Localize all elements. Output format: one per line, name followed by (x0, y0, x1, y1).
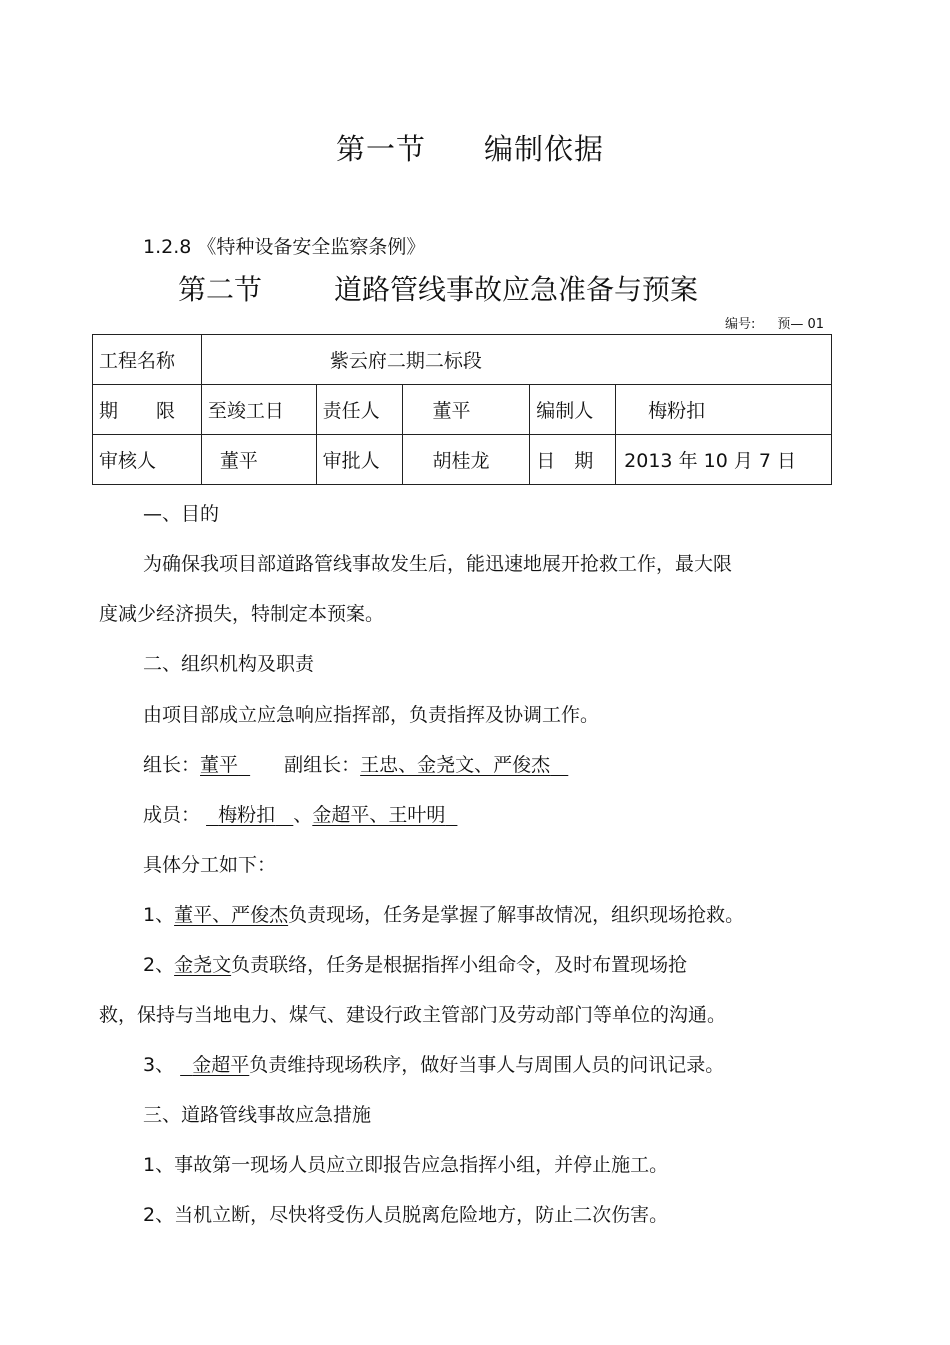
duty-2-number: 2、 (143, 954, 175, 976)
duty-2-text: 负责联络，任务是根据指挥小组命令，及时布置现场抢 (231, 954, 688, 976)
reviewer-value: 董平 (201, 435, 316, 485)
reference-line (143, 232, 425, 259)
duty-3-name: 金超平 (192, 1054, 250, 1076)
members-separator: 、 (293, 804, 313, 826)
project-name-value: 紫云府二期二标段 (201, 335, 831, 385)
duty-3 (143, 1050, 724, 1077)
heading-organization: 二、组织机构及职责 (143, 653, 315, 675)
members-line (143, 800, 457, 827)
table-row (93, 335, 832, 385)
measure-2: 2、当机立断，尽快将受伤人员脱离危险地方，防止二次伤害。 (143, 1204, 669, 1226)
author-label: 编制人 (530, 385, 616, 435)
project-name-label: 工程名称 (93, 335, 202, 385)
duty-2-line-2: 救，保持与当地电力、煤气、建设行政主管部门及劳动部门等单位的沟通。 (99, 1004, 727, 1026)
table-row (93, 435, 832, 485)
deputy-value: 王忠、金尧文、严俊杰 (360, 754, 551, 776)
date-value: 2013 年 10 月 7 日 (616, 435, 832, 485)
document-code-value: 预— 01 (777, 317, 825, 332)
duty-3-text: 负责维持现场秩序，做好当事人与周围人员的问讯记录。 (249, 1054, 725, 1076)
duty-1-text: 负责现场，任务是掌握了解事故情况，组织现场抢救。 (288, 904, 745, 926)
period-value: 至竣工日 (201, 385, 316, 435)
organization-text: 由项目部成立应急响应指挥部，负责指挥及协调工作。 (143, 704, 600, 726)
duty-1-name: 董平、严俊杰 (174, 904, 289, 926)
date-label: 日 期 (530, 435, 616, 485)
section1-title: 编制依据 (484, 132, 605, 166)
period-label: 期 限 (93, 385, 202, 435)
responsible-label: 责任人 (316, 385, 402, 435)
heading-purpose: —、目的 (143, 503, 220, 525)
deputy-label: 副组长： (284, 754, 361, 776)
document-code (725, 313, 824, 332)
members-label: 成员： (143, 804, 201, 826)
section1-heading (336, 127, 604, 168)
measure-1: 1、事故第一现场人员应立即报告应急指挥小组，并停止施工。 (143, 1154, 669, 1176)
leader-value: 董平 (200, 754, 239, 776)
project-info-table (92, 334, 832, 485)
leader-label: 组长： (143, 754, 201, 776)
section1-number: 第一节 (336, 132, 427, 166)
duty-1 (143, 900, 744, 927)
duty-2-name: 金尧文 (174, 954, 232, 976)
responsible-value: 董平 (402, 385, 530, 435)
section2-number: 第二节 (178, 273, 263, 306)
heading-measures: 三、道路管线事故应急措施 (143, 1104, 372, 1126)
members-value-a: 梅粉扣 (218, 804, 276, 826)
leaders-line (143, 750, 568, 777)
reference-number: 1.2.8 (143, 236, 192, 258)
approver-value: 胡桂龙 (402, 435, 530, 485)
duty-3-number: 3、 (143, 1054, 175, 1076)
section2-title: 道路管线事故应急准备与预案 (334, 273, 699, 306)
purpose-line-1: 为确保我项目部道路管线事故发生后，能迅速地展开抢救工作，最大限 (143, 553, 733, 575)
document-code-label: 编号: (725, 317, 756, 332)
approver-label: 审批人 (316, 435, 402, 485)
reviewer-label: 审核人 (93, 435, 202, 485)
reference-title: 《特种设备安全监察条例》 (197, 236, 426, 258)
division-heading: 具体分工如下： (143, 854, 277, 876)
section2-heading (178, 268, 698, 308)
duty-2 (143, 950, 687, 977)
duty-1-number: 1、 (143, 904, 175, 926)
members-value-b: 金超平、王叶明 (312, 804, 446, 826)
purpose-line-2: 度减少经济损失，特制定本预案。 (99, 603, 385, 625)
author-value: 梅粉扣 (616, 385, 832, 435)
table-row (93, 385, 832, 435)
